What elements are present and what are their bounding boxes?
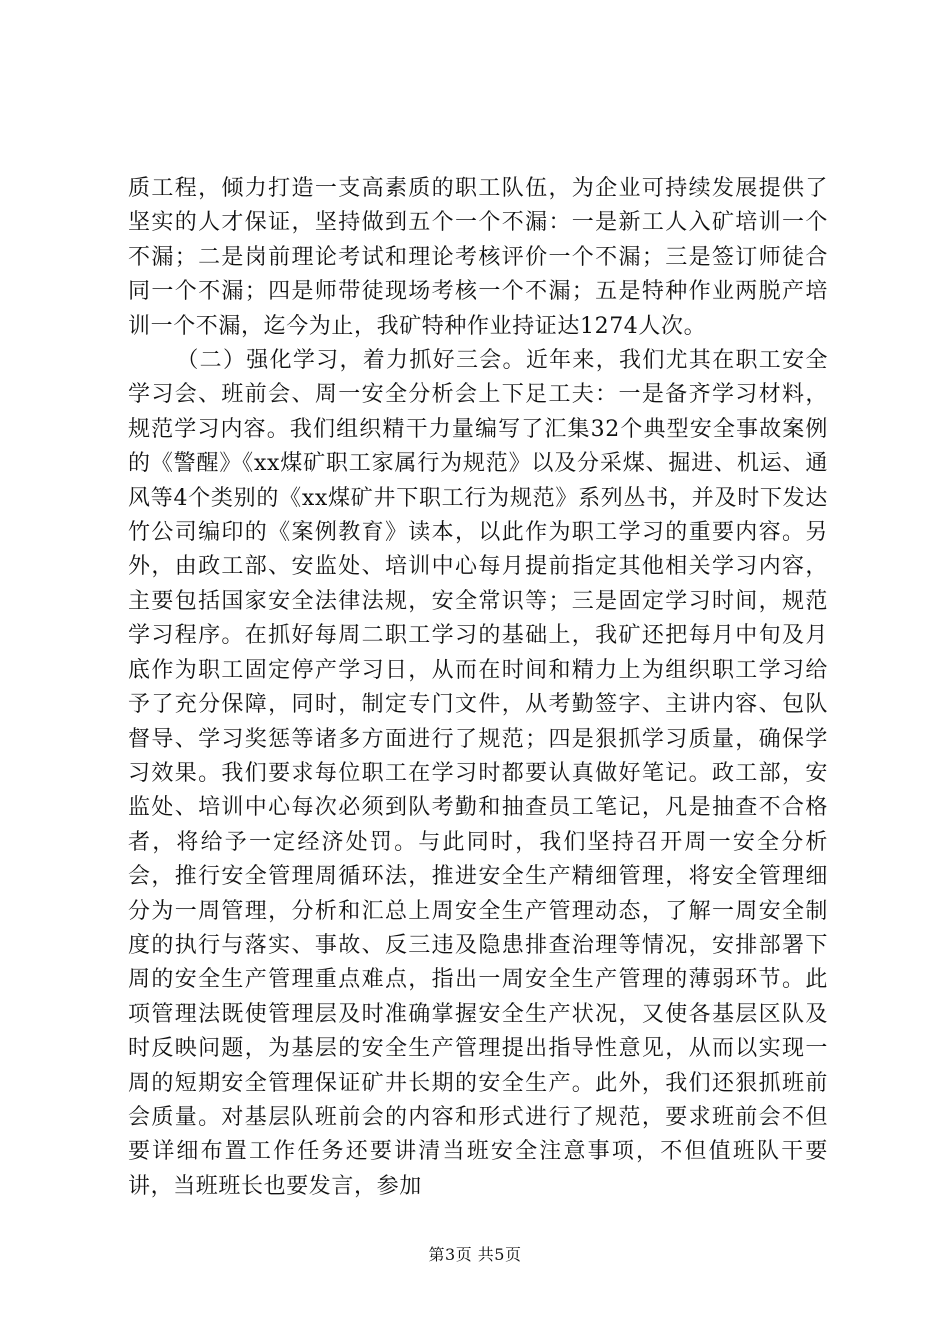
paragraph-2: （二）强化学习，着力抓好三会。近年来，我们尤其在职工安全学习会、班前会、周一安全分析会上下足工夫：一是备齐学习材料，规范学习内容。我们组织精干力量编写了汇集32个典型安全事故案例的《警醒》《xx煤矿职工家属行为规范》以及分采煤、掘进、机运、通风等4个类别的《xx煤矿井下职工行为规范》系列丛书，并及时下发达竹公司编印的《案例教育》读本，以此作为职工学习的重要内容。另外，由政工部、安监处、培训中心每月提前指定其他相关学习内容，主要包括国家安全法律法规，安全常识等；三是固定学习时间，规范学习程序。在抓好每周二职工学习的基础上，我矿还把每月中旬及月底作为职工固定停产学习日，从而在时间和精力上为组织职工学习给予了充分保障，同时，制定专门文件，从考勤签字、主讲内容、包队督导、学习奖惩等诸多方面进行了规范；四是狠抓学习质量，确保学习效果。我们要求每位职工在学习时都要认真做好笔记。政工部，安监处、培训中心每次必须到队考勤和抽查员工笔记，凡是抽查不合格者，将给予一定经济处罚。与此同时，我们坚持召开周一安全分析会，推行安全管理周循环法，推进安全生产精细管理，将安全管理细分为一周管理，分析和汇总上周安全生产管理动态，了解一周安全制度的执行与落实、事故、反三违及隐患排查治理等情况，安排部署下周的安全生产管理重点难点，指出一周安全生产管理的薄弱环节。此项管理法既使管理层及时准确掌握安全生产状况，又使各基层区队及时反映问题，为基层的安全生产管理提出指导性意见，从而以实现一周的短期安全管理保证矿井长期的安全生产。此外，我们还狠抓班前会质量。对基层队班前会的内容和形式进行了规范，要求班前会不但要详细布置工作任务还要讲清当班安全注意事项，不但值班队干要讲，当班班长也要发言，参加	[128, 348, 828, 1199]
document-body	[128, 172, 828, 1204]
paragraph-1: 质工程，倾力打造一支高素质的职工队伍，为企业可持续发展提供了坚实的人才保证，坚持做到五个一个不漏：一是新工人入矿培训一个不漏；二是岗前理论考试和理论考核评价一个不漏；三是签订师徒合同一个不漏；四是师带徒现场考核一个不漏；五是特种作业两脱产培训一个不漏，迄今为止，我矿特种作业持证达1274人次。	[128, 176, 828, 339]
page-footer: 第3页 共5页	[428, 1245, 522, 1264]
